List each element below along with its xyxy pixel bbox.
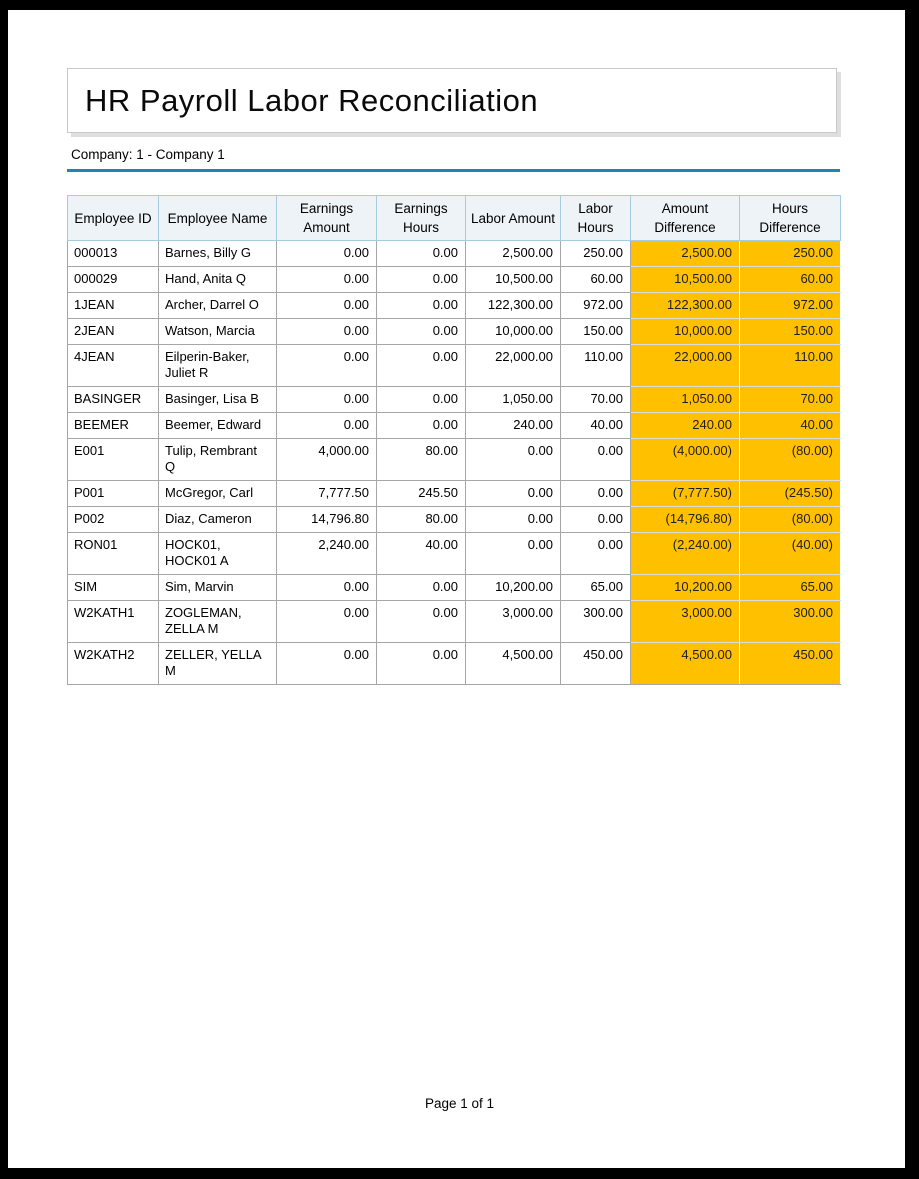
table-row xyxy=(68,241,841,267)
cell-amount-difference: 1,050.00 xyxy=(631,387,740,413)
cell-earnings-hours: 0.00 xyxy=(377,387,466,413)
cell-labor-hours: 60.00 xyxy=(561,267,631,293)
cell-earnings-hours: 0.00 xyxy=(377,293,466,319)
column-header-labor-amount: Labor Amount xyxy=(466,196,561,241)
cell-earnings-amount: 7,777.50 xyxy=(277,481,377,507)
table-body xyxy=(68,241,841,685)
cell-labor-amount: 0.00 xyxy=(466,533,561,575)
cell-labor-amount: 0.00 xyxy=(466,439,561,481)
cell-employee-name: McGregor, Carl xyxy=(159,481,277,507)
cell-hours-difference: (40.00) xyxy=(740,533,841,575)
column-header-employee-name: Employee Name xyxy=(159,196,277,241)
cell-labor-amount: 0.00 xyxy=(466,481,561,507)
cell-amount-difference: 10,500.00 xyxy=(631,267,740,293)
cell-labor-hours: 300.00 xyxy=(561,601,631,643)
cell-hours-difference: (245.50) xyxy=(740,481,841,507)
cell-labor-amount: 122,300.00 xyxy=(466,293,561,319)
cell-earnings-amount: 4,000.00 xyxy=(277,439,377,481)
cell-amount-difference: (2,240.00) xyxy=(631,533,740,575)
cell-employee-id: BASINGER xyxy=(68,387,159,413)
reconciliation-table-container xyxy=(67,195,840,685)
cell-labor-hours: 65.00 xyxy=(561,575,631,601)
page-footer xyxy=(0,1096,919,1111)
cell-amount-difference: 2,500.00 xyxy=(631,241,740,267)
cell-employee-id: RON01 xyxy=(68,533,159,575)
cell-employee-id: 1JEAN xyxy=(68,293,159,319)
cell-amount-difference: 122,300.00 xyxy=(631,293,740,319)
cell-employee-id: E001 xyxy=(68,439,159,481)
cell-earnings-hours: 80.00 xyxy=(377,507,466,533)
cell-amount-difference: 22,000.00 xyxy=(631,345,740,387)
cell-labor-amount: 2,500.00 xyxy=(466,241,561,267)
cell-employee-name: Basinger, Lisa B xyxy=(159,387,277,413)
cell-hours-difference: 65.00 xyxy=(740,575,841,601)
cell-amount-difference: 3,000.00 xyxy=(631,601,740,643)
cell-employee-id: 000013 xyxy=(68,241,159,267)
cell-amount-difference: 10,200.00 xyxy=(631,575,740,601)
cell-employee-id: BEEMER xyxy=(68,413,159,439)
cell-employee-id: 2JEAN xyxy=(68,319,159,345)
company-header xyxy=(67,147,840,172)
cell-employee-name: Eilperin-Baker, Juliet R xyxy=(159,345,277,387)
cell-hours-difference: 110.00 xyxy=(740,345,841,387)
cell-earnings-hours: 40.00 xyxy=(377,533,466,575)
cell-employee-id: 4JEAN xyxy=(68,345,159,387)
cell-labor-hours: 110.00 xyxy=(561,345,631,387)
cell-employee-name: ZOGLEMAN, ZELLA M xyxy=(159,601,277,643)
cell-hours-difference: (80.00) xyxy=(740,439,841,481)
page-number: Page 1 of 1 xyxy=(424,1096,495,1111)
column-header-labor-hours: Labor Hours xyxy=(561,196,631,241)
cell-labor-hours: 0.00 xyxy=(561,533,631,575)
table-row xyxy=(68,387,841,413)
cell-hours-difference: 150.00 xyxy=(740,319,841,345)
cell-employee-id: W2KATH2 xyxy=(68,643,159,685)
cell-earnings-hours: 0.00 xyxy=(377,319,466,345)
cell-employee-name: Sim, Marvin xyxy=(159,575,277,601)
cell-labor-hours: 250.00 xyxy=(561,241,631,267)
table-header-row xyxy=(68,196,841,241)
table-header xyxy=(68,196,841,241)
cell-labor-hours: 0.00 xyxy=(561,507,631,533)
cell-earnings-hours: 0.00 xyxy=(377,267,466,293)
cell-employee-name: Archer, Darrel O xyxy=(159,293,277,319)
cell-earnings-amount: 0.00 xyxy=(277,601,377,643)
cell-labor-amount: 0.00 xyxy=(466,507,561,533)
cell-hours-difference: 300.00 xyxy=(740,601,841,643)
cell-amount-difference: 10,000.00 xyxy=(631,319,740,345)
cell-earnings-hours: 0.00 xyxy=(377,345,466,387)
cell-earnings-amount: 14,796.80 xyxy=(277,507,377,533)
cell-employee-name: Beemer, Edward xyxy=(159,413,277,439)
table-row xyxy=(68,507,841,533)
report-title-banner xyxy=(67,68,837,133)
cell-employee-id: W2KATH1 xyxy=(68,601,159,643)
table-row xyxy=(68,439,841,481)
cell-hours-difference: 250.00 xyxy=(740,241,841,267)
cell-labor-amount: 4,500.00 xyxy=(466,643,561,685)
column-header-employee-id: Employee ID xyxy=(68,196,159,241)
cell-hours-difference: (80.00) xyxy=(740,507,841,533)
cell-earnings-amount: 0.00 xyxy=(277,643,377,685)
cell-hours-difference: 972.00 xyxy=(740,293,841,319)
cell-employee-name: ZELLER, YELLA M xyxy=(159,643,277,685)
table-row xyxy=(68,481,841,507)
cell-hours-difference: 450.00 xyxy=(740,643,841,685)
cell-amount-difference: (14,796.80) xyxy=(631,507,740,533)
table-row xyxy=(68,601,841,643)
cell-employee-name: HOCK01, HOCK01 A xyxy=(159,533,277,575)
cell-earnings-amount: 0.00 xyxy=(277,267,377,293)
company-label: Company: 1 - Company 1 xyxy=(71,147,225,162)
table-row xyxy=(68,267,841,293)
cell-employee-id: 000029 xyxy=(68,267,159,293)
cell-earnings-amount: 2,240.00 xyxy=(277,533,377,575)
cell-earnings-amount: 0.00 xyxy=(277,345,377,387)
cell-earnings-amount: 0.00 xyxy=(277,241,377,267)
cell-earnings-hours: 80.00 xyxy=(377,439,466,481)
cell-earnings-amount: 0.00 xyxy=(277,293,377,319)
cell-employee-name: Barnes, Billy G xyxy=(159,241,277,267)
cell-labor-hours: 0.00 xyxy=(561,439,631,481)
cell-labor-amount: 3,000.00 xyxy=(466,601,561,643)
cell-earnings-amount: 0.00 xyxy=(277,319,377,345)
cell-earnings-amount: 0.00 xyxy=(277,387,377,413)
table-row xyxy=(68,293,841,319)
cell-labor-hours: 0.00 xyxy=(561,481,631,507)
cell-labor-amount: 1,050.00 xyxy=(466,387,561,413)
cell-labor-amount: 10,000.00 xyxy=(466,319,561,345)
table-row xyxy=(68,413,841,439)
cell-earnings-amount: 0.00 xyxy=(277,413,377,439)
cell-earnings-hours: 0.00 xyxy=(377,601,466,643)
cell-labor-hours: 70.00 xyxy=(561,387,631,413)
cell-earnings-hours: 245.50 xyxy=(377,481,466,507)
cell-amount-difference: 4,500.00 xyxy=(631,643,740,685)
cell-labor-amount: 22,000.00 xyxy=(466,345,561,387)
cell-earnings-hours: 0.00 xyxy=(377,241,466,267)
cell-labor-amount: 10,200.00 xyxy=(466,575,561,601)
cell-amount-difference: (4,000.00) xyxy=(631,439,740,481)
cell-employee-id: SIM xyxy=(68,575,159,601)
cell-earnings-hours: 0.00 xyxy=(377,643,466,685)
cell-labor-hours: 450.00 xyxy=(561,643,631,685)
column-header-amount-difference: Amount Difference xyxy=(631,196,740,241)
reconciliation-table xyxy=(67,195,841,685)
cell-employee-name: Hand, Anita Q xyxy=(159,267,277,293)
page-title: HR Payroll Labor Reconciliation xyxy=(85,82,539,118)
table-row xyxy=(68,533,841,575)
cell-hours-difference: 60.00 xyxy=(740,267,841,293)
cell-employee-id: P001 xyxy=(68,481,159,507)
cell-labor-hours: 40.00 xyxy=(561,413,631,439)
cell-hours-difference: 70.00 xyxy=(740,387,841,413)
table-row xyxy=(68,319,841,345)
cell-labor-amount: 10,500.00 xyxy=(466,267,561,293)
table-row xyxy=(68,345,841,387)
cell-employee-name: Watson, Marcia xyxy=(159,319,277,345)
table-row xyxy=(68,575,841,601)
cell-labor-amount: 240.00 xyxy=(466,413,561,439)
cell-labor-hours: 972.00 xyxy=(561,293,631,319)
cell-hours-difference: 40.00 xyxy=(740,413,841,439)
cell-labor-hours: 150.00 xyxy=(561,319,631,345)
table-row xyxy=(68,643,841,685)
cell-employee-name: Diaz, Cameron xyxy=(159,507,277,533)
cell-amount-difference: 240.00 xyxy=(631,413,740,439)
column-header-hours-difference: Hours Difference xyxy=(740,196,841,241)
cell-earnings-hours: 0.00 xyxy=(377,413,466,439)
cell-amount-difference: (7,777.50) xyxy=(631,481,740,507)
cell-employee-id: P002 xyxy=(68,507,159,533)
column-header-earnings-hours: Earnings Hours xyxy=(377,196,466,241)
column-header-earnings-amount: Earnings Amount xyxy=(277,196,377,241)
cell-earnings-hours: 0.00 xyxy=(377,575,466,601)
cell-employee-name: Tulip, Rembrant Q xyxy=(159,439,277,481)
cell-earnings-amount: 0.00 xyxy=(277,575,377,601)
